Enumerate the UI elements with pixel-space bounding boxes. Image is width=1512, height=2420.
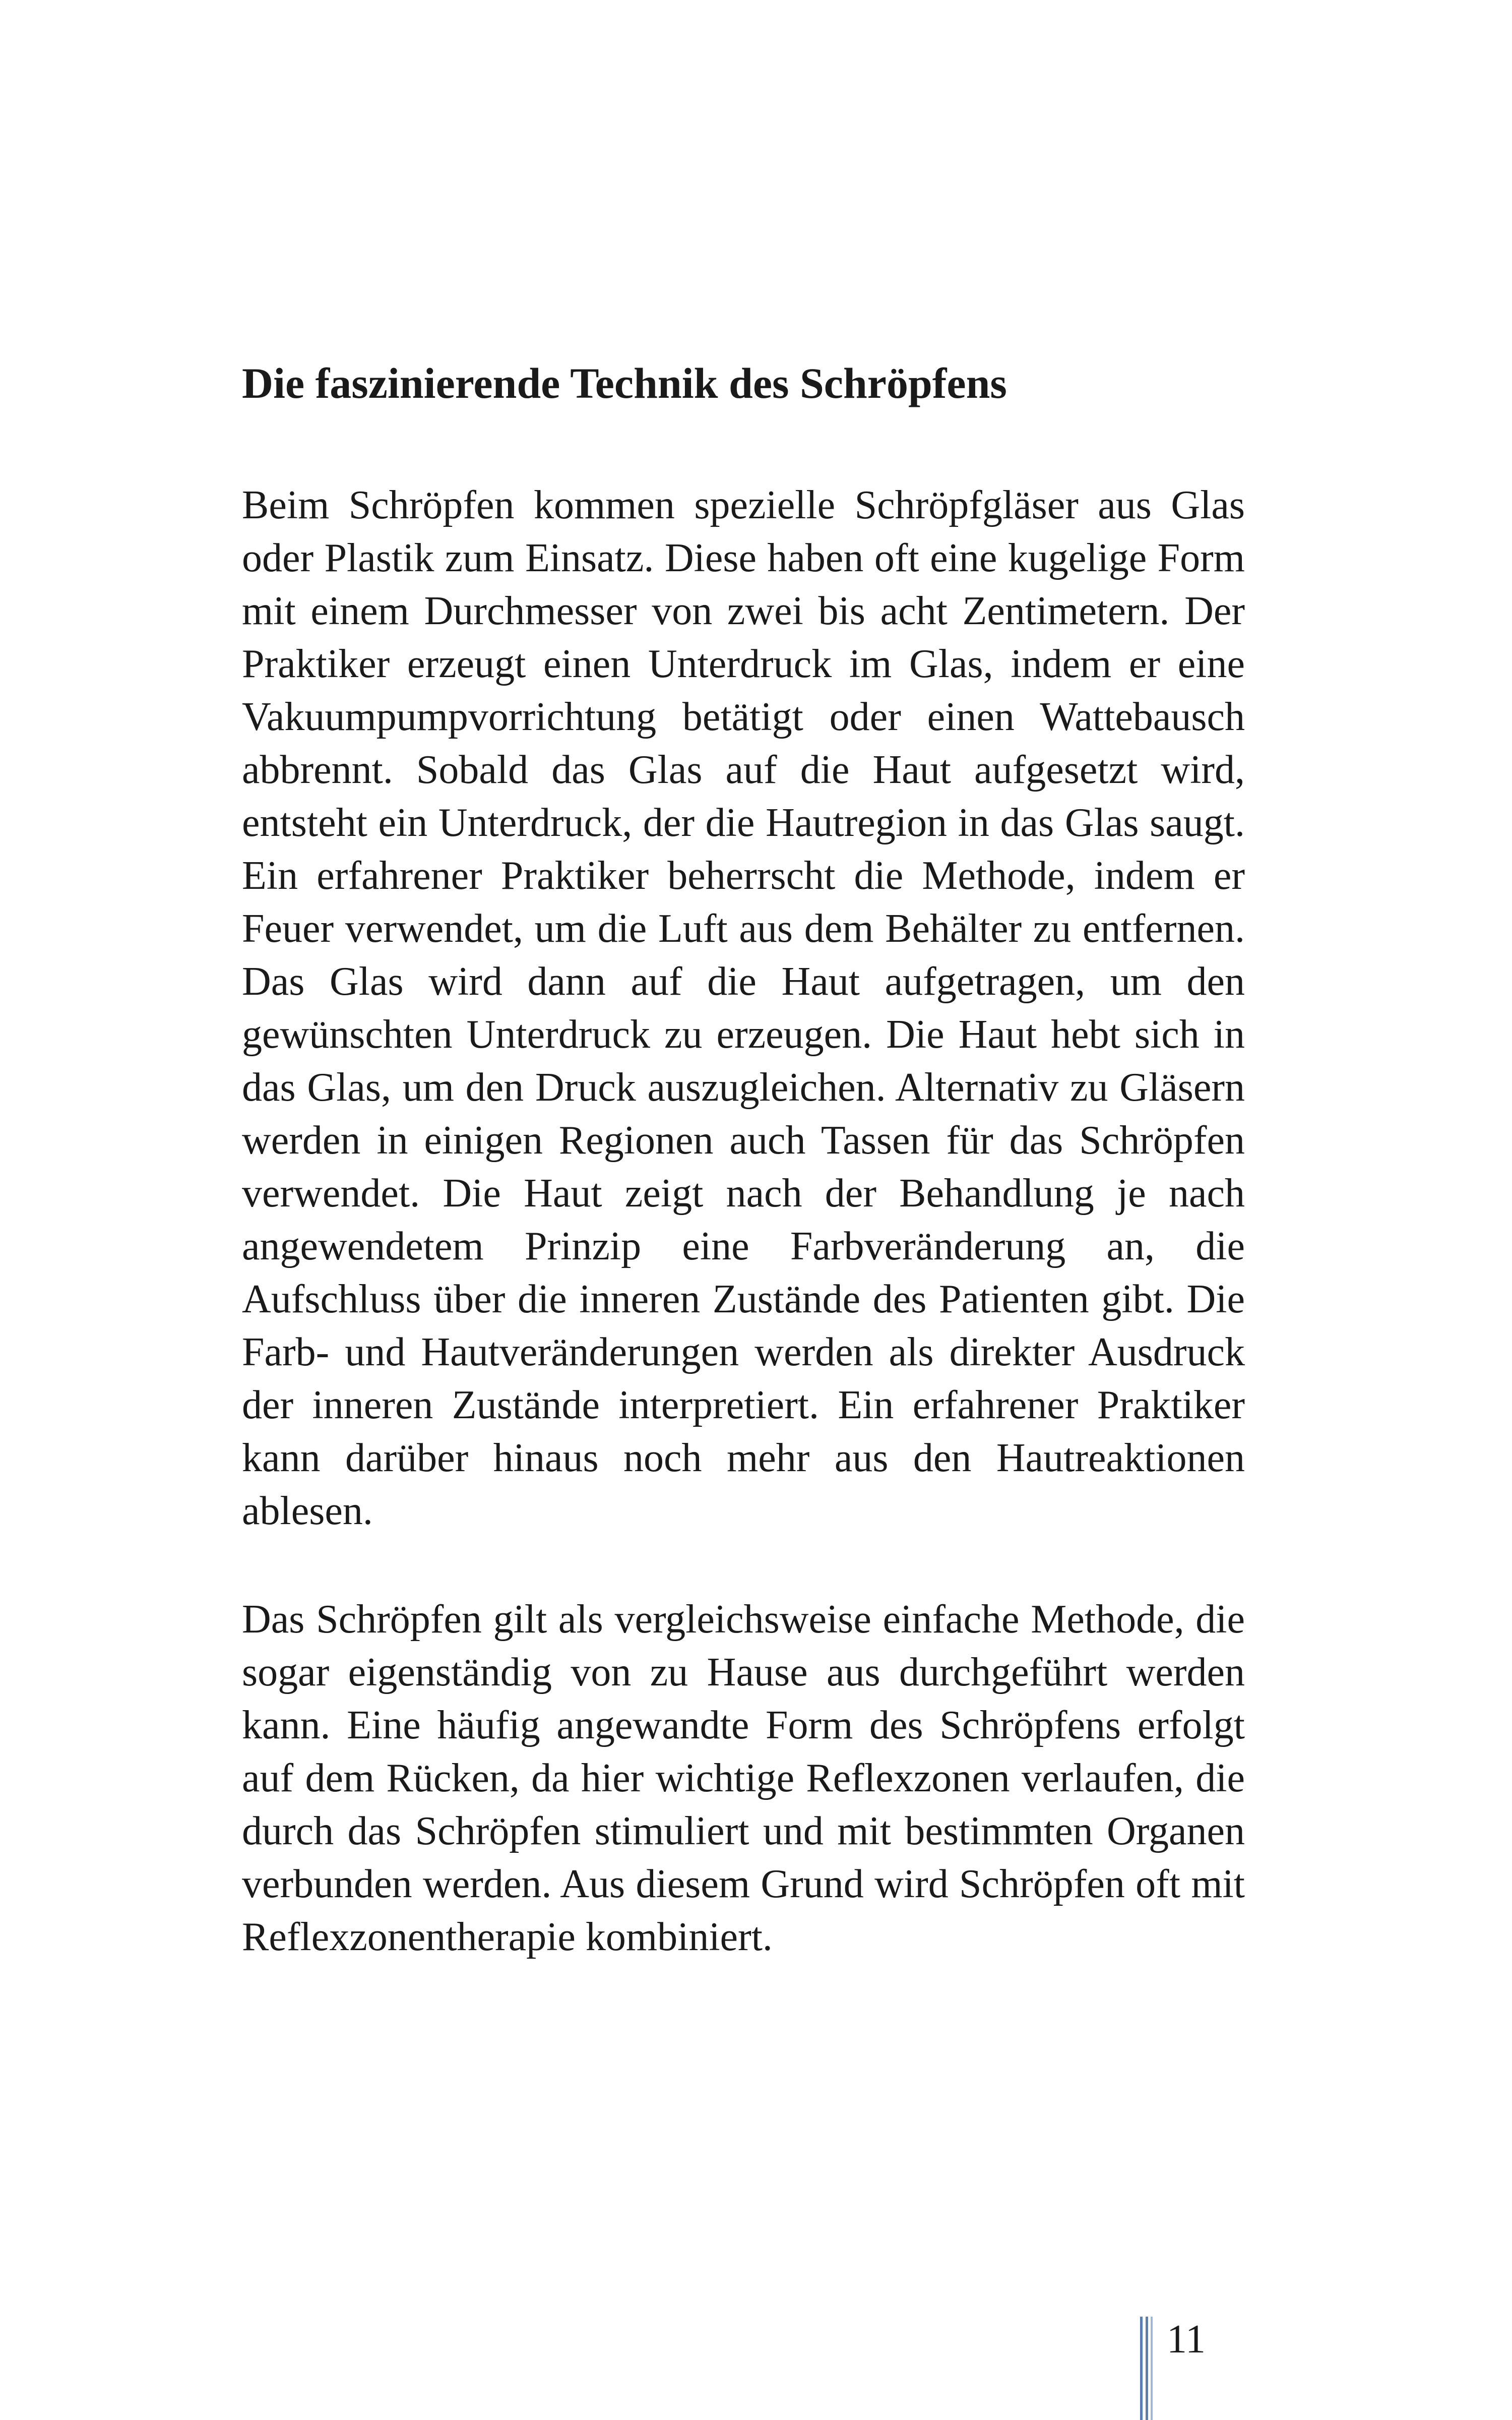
body-text — [242, 479, 1245, 1964]
page-number: 11 — [1167, 2317, 1206, 2362]
paragraph-2: Das Schröpfen gilt als vergleichsweise einfache Methode, die sogar eigenständig von zu Hause aus durchgeführt werden kann. Eine häufig angewandte Form des Schröpfens erfolgt auf dem Rücken, da hier wichtige Reflexzonen verlaufen, die durch das Schröpfen stimuliert und mit bestimmten Organen verbunden werden. Aus diesem Grund wird Schröpfen oft mit Reflexzonentherapie kombiniert. — [242, 1597, 1245, 1959]
page-number-rule — [1140, 2317, 1148, 2420]
section-heading: Die faszinierende Technik des Schröpfens — [242, 359, 1007, 407]
paragraph-1: Beim Schröpfen kommen spezielle Schröpfgläser aus Glas oder Plastik zum Einsatz. Diese haben oft eine kugelige Form mit einem Durchmesser von zwei bis acht Zentimetern. Der Praktiker erzeugt einen Unterdruck im Glas, indem er eine Vakuumpumpvorrichtung betätigt oder einen Wattebausch abbrennt. Sobald das Glas auf die Haut aufgesetzt wird, entsteht ein Unterdruck, der die Hautregion in das Glas saugt. Ein erfahrener Praktiker beherrscht die Methode, indem er Feuer verwendet, um die Luft aus dem Behälter zu entfernen. Das Glas wird dann auf die Haut aufgetragen, um den gewünschten Unterdruck zu erzeugen. Die Haut hebt sich in das Glas, um den Druck auszugleichen. Alternativ zu Gläsern werden in einigen Regionen auch Tassen für das Schröpfen verwendet. Die Haut zeigt nach der Behandlung je nach angewendetem Prinzip eine Farbveränderung an, die Aufschluss über die inneren Zustände des Patienten gibt. Die Farb- und Hautveränderungen werden als direkter Ausdruck der inneren Zustände interpretiert. Ein erfahrener Praktiker kann darüber hinaus noch mehr aus den Hautreaktionen ablesen. — [242, 483, 1245, 1533]
